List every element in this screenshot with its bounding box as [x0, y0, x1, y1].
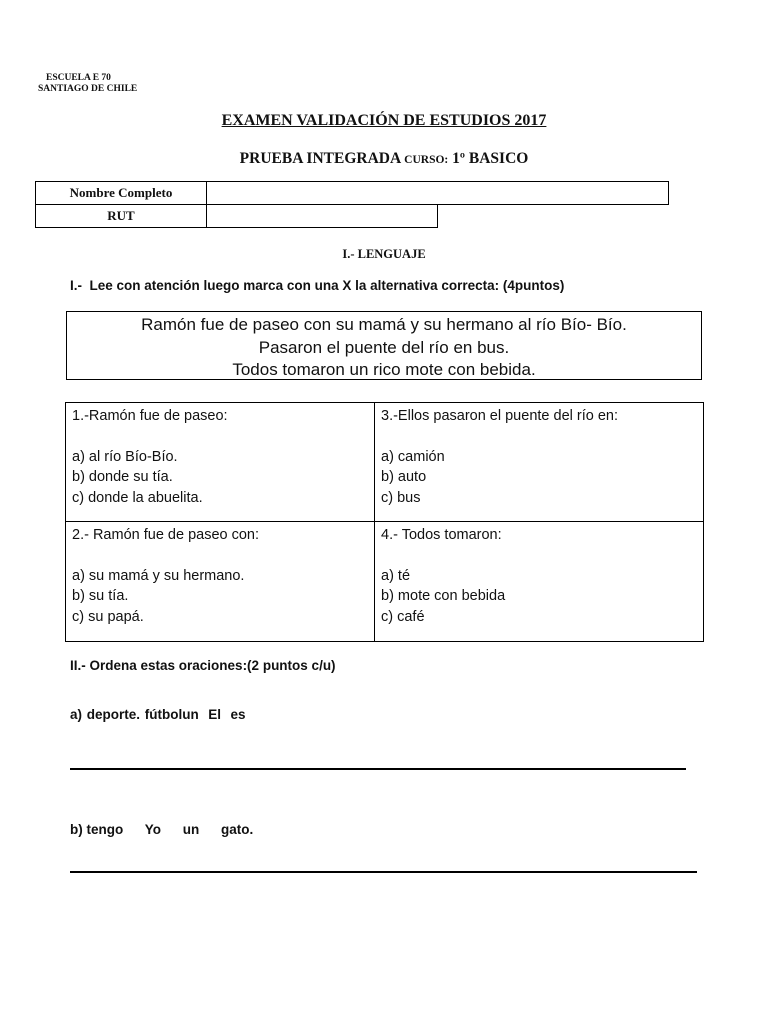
school-name: ESCUELA E 70 — [46, 73, 111, 83]
option[interactable]: a) camión — [381, 448, 445, 465]
subtitle-curso-label: CURSO: — [404, 154, 449, 166]
word: gato. — [221, 822, 254, 837]
question-text: 4.- Todos tomaron: — [381, 527, 502, 543]
reading-line: Todos tomaron un rico mote con bebida. — [232, 360, 536, 379]
subtitle-main: PRUEBA INTEGRADA — [239, 150, 401, 167]
question-2 — [66, 522, 374, 627]
subtitle-grade: 1º BASICO — [452, 150, 529, 167]
name-label: Nombre Completo — [36, 182, 207, 205]
reading-line: Ramón fue de paseo con su mamá y su hermano al río Bío- Bío. — [141, 315, 627, 334]
sentence-b — [70, 822, 271, 837]
part2-instruction: II.- Ordena estas oraciones:(2 puntos c/u) — [70, 658, 336, 673]
question-text: 1.-Ramón fue de paseo: — [72, 408, 228, 424]
sentence-a: a) deporte. fútbolun El es — [70, 707, 246, 722]
section-title: I.- LENGUAJE — [342, 247, 426, 261]
part1-number: I.- — [70, 278, 82, 293]
exam-title: EXAMEN VALIDACIÓN DE ESTUDIOS 2017 — [221, 112, 547, 129]
option[interactable]: a) su mamá y su hermano. — [72, 567, 245, 584]
rut-field[interactable] — [207, 205, 438, 228]
option[interactable]: c) café — [381, 608, 425, 625]
option[interactable]: b) auto — [381, 469, 427, 485]
school-header — [38, 73, 137, 95]
school-city: SANTIAGO DE CHILE — [38, 84, 138, 94]
exam-subtitle — [0, 150, 768, 168]
option[interactable]: c) bus — [381, 489, 421, 506]
option[interactable]: a) al río Bío-Bío. — [72, 448, 178, 465]
word: un — [182, 822, 200, 837]
option[interactable]: b) mote con bebida — [381, 588, 506, 604]
option[interactable]: b) su tía. — [72, 588, 129, 604]
part1-instruction — [70, 278, 564, 293]
option[interactable]: a) té — [381, 567, 411, 584]
questions-grid — [65, 402, 704, 642]
reading-passage — [66, 311, 702, 380]
question-text: 2.- Ramón fue de paseo con: — [72, 527, 260, 543]
question-1 — [66, 403, 374, 508]
student-id-table — [35, 181, 669, 228]
option[interactable]: b) donde su tía. — [72, 469, 173, 485]
answer-line-b[interactable] — [70, 871, 697, 873]
question-text: 3.-Ellos pasaron el puente del río en: — [381, 408, 618, 424]
part1-text: Lee con atención luego marca con una X la alternativa correcta: (4puntos) — [89, 278, 565, 293]
rut-label: RUT — [36, 205, 207, 228]
answer-line-a[interactable] — [70, 768, 686, 770]
word: Yo — [144, 822, 162, 837]
option[interactable]: c) su papá. — [72, 608, 144, 625]
word: b) tengo — [70, 822, 124, 837]
question-3 — [375, 403, 703, 508]
name-field[interactable] — [207, 182, 669, 205]
question-4 — [375, 522, 703, 627]
reading-line: Pasaron el puente del río en bus. — [258, 337, 510, 357]
option[interactable]: c) donde la abuelita. — [72, 489, 203, 506]
